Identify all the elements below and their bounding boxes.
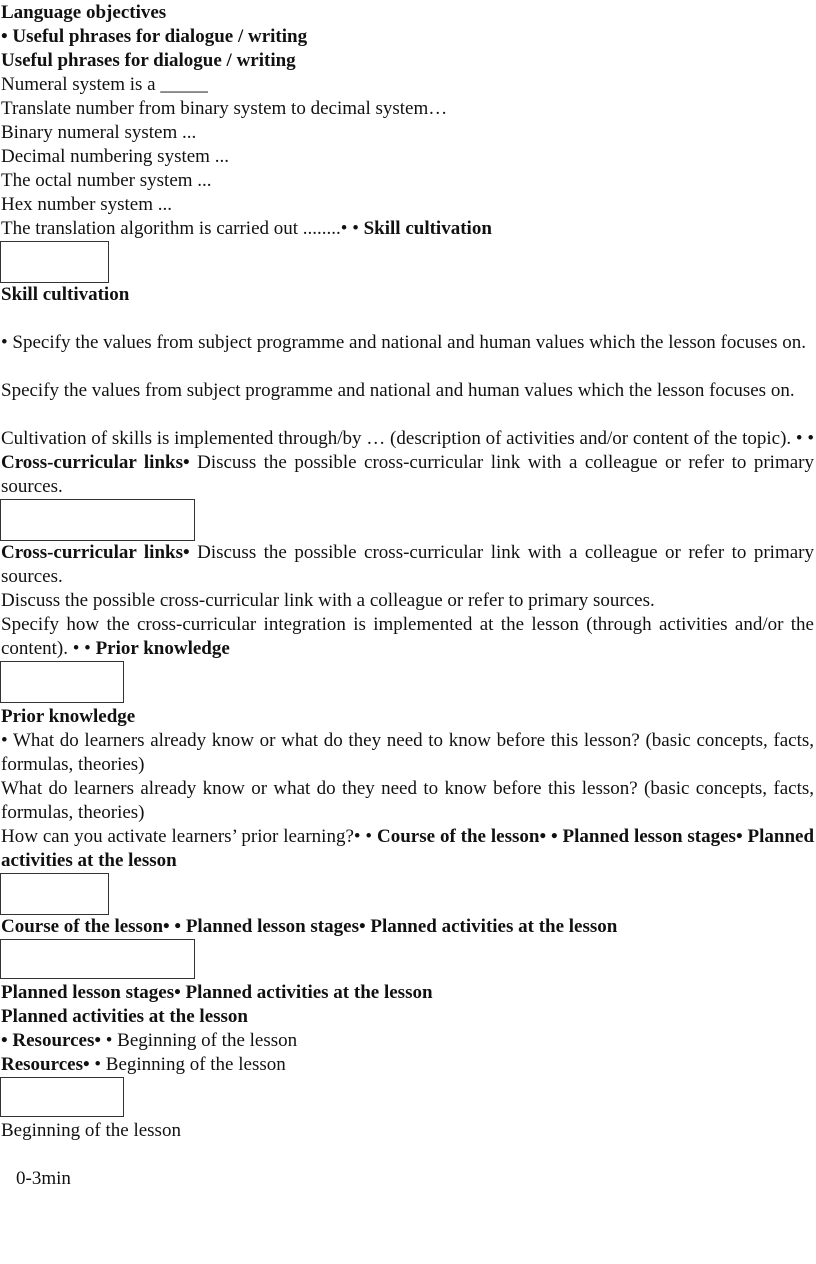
algorithm-line [0, 217, 814, 241]
course-of-lesson-inline: Course of the lesson• • Planned lesson stages• Planned activities at the lesson [1, 826, 815, 871]
prior-knowledge-inline: Prior knowledge [95, 638, 230, 659]
skill-values-text: Specify the values from subject programme and national and human values which the lesson focuses on. [1, 380, 795, 401]
empty-cell-box [0, 499, 195, 541]
empty-cell-box [0, 1077, 124, 1117]
useful-phrases-bullet: • Useful phrases for dialogue / writing [1, 26, 308, 47]
skill-cultivation-heading: Skill cultivation [1, 284, 130, 305]
skill-values-bullet: • Specify the values from subject programme and national and human values which the lesson focuses on. [1, 332, 806, 353]
cross-curricular-label: Cross-curricular links• [1, 542, 190, 563]
resources-bullet-line [0, 1029, 814, 1053]
phrase-line: Decimal numbering system ... [1, 146, 229, 167]
beginning-inline: • Beginning of the lesson [101, 1030, 298, 1051]
language-objectives-heading: Language objectives [1, 2, 167, 23]
cross-curricular-inline: Cross-curricular links• [1, 452, 190, 473]
phrase-line: Numeral system is a _____ [1, 74, 208, 95]
beginning-of-lesson-label: Beginning of the lesson [1, 1120, 181, 1141]
cross-curricular-desc: Discuss the possible cross-curricular link with a colleague or refer to primary sources. [1, 542, 815, 587]
phrase-line: Hex number system ... [1, 194, 172, 215]
planned-activities-line: Planned activities at the lesson [1, 1006, 248, 1027]
resources-line [0, 1053, 814, 1077]
phrase-line: The octal number system ... [1, 170, 212, 191]
empty-cell-box [0, 873, 109, 915]
specify-text: Specify how the cross-curricular integration is implemented at the lesson (through activities and/or the content). • • [1, 614, 814, 659]
resources-label: Resources• [1, 1054, 90, 1075]
prior-knowledge-text: What do learners already know or what do they need to know before this lesson? (basic concepts, facts, formulas, theories) [1, 778, 814, 823]
algorithm-text: The translation algorithm is carried out ........• • [1, 218, 359, 239]
prior-knowledge-bullet: • What do learners already know or what do they need to know before this lesson? (basic concepts, facts, formulas, theories) [1, 730, 814, 775]
cross-curricular-inline-tail: Discuss the possible cross-curricular link with a colleague or refer to primary sources. [1, 452, 815, 497]
resources-bullet-label: • Resources• [1, 1030, 102, 1051]
beginning-inline: • Beginning of the lesson [89, 1054, 286, 1075]
planned-stages-line: Planned lesson stages• Planned activities at the lesson [1, 982, 433, 1003]
cross-curricular-heading [0, 541, 814, 589]
cross-curricular-text: Discuss the possible cross-curricular link with a colleague or refer to primary sources. [1, 590, 655, 611]
useful-phrases-heading: Useful phrases for dialogue / writing [1, 50, 296, 71]
prior-activate-paragraph [0, 825, 814, 873]
course-of-lesson-heading: Course of the lesson• • Planned lesson stages• Planned activities at the lesson [1, 916, 618, 937]
skill-cultivation-inline: Skill cultivation [363, 218, 492, 239]
activate-text: How can you activate learners’ prior learning?• • [1, 826, 373, 847]
prior-knowledge-heading: Prior knowledge [1, 706, 136, 727]
cultivation-text: Cultivation of skills is implemented through/by … (description of activities and/or content of the topic). • • [1, 428, 814, 449]
time-range: 0-3min [16, 1168, 71, 1189]
phrase-line: Binary numeral system ... [1, 122, 197, 143]
empty-cell-box [0, 241, 109, 283]
cross-curricular-specify [0, 613, 814, 661]
phrase-line: Translate number from binary system to decimal system… [1, 98, 448, 119]
empty-cell-box [0, 661, 124, 703]
skill-cultivation-paragraph [0, 427, 814, 499]
empty-cell-box [0, 939, 195, 979]
